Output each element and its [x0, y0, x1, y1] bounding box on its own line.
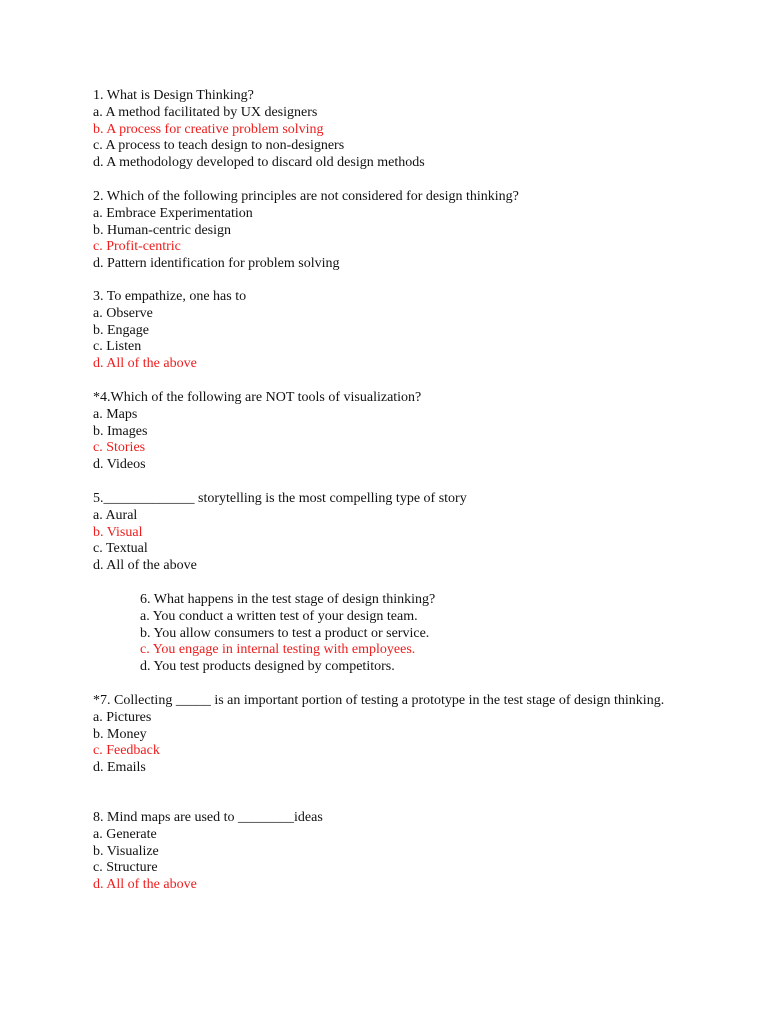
question-block-5 [93, 491, 467, 575]
answer-option-c: c. Structure [93, 860, 158, 876]
answer-option-a: a. You conduct a written test of your design team. [140, 608, 418, 624]
answer-option-a: a. Generate [93, 826, 157, 842]
answer-option-d: d. Pattern identification for problem solving [93, 256, 340, 272]
answer-option-c-correct: c. You engage in internal testing with employees. [140, 642, 416, 658]
question-text: 5._____________ storytelling is the most compelling type of story [93, 491, 467, 506]
answer-option-b: b. Visualize [93, 843, 159, 859]
answer-option-a: a. Aural [93, 507, 138, 523]
question-text: 3. To empathize, one has to [93, 289, 247, 304]
answer-option-b-correct: b. A process for creative problem solving [93, 121, 324, 137]
answer-option-d-correct: d. All of the above [93, 356, 197, 372]
question-text: *4.Which of the following are NOT tools of visualization? [93, 390, 422, 405]
answer-option-b: b. Images [93, 423, 148, 439]
answer-option-a: a. A method facilitated by UX designers [93, 104, 318, 120]
question-block-6 [140, 592, 435, 676]
question-text: 2. Which of the following principles are not considered for design thinking? [93, 189, 519, 204]
answer-option-d: d. A methodology developed to discard old design methods [93, 155, 425, 171]
question-text: 1. What is Design Thinking? [93, 88, 254, 103]
answer-option-c-correct: c. Feedback [93, 743, 160, 759]
answer-option-a: a. Observe [93, 305, 153, 321]
answer-option-c: c. Listen [93, 339, 142, 355]
answer-option-b: b. Engage [93, 322, 149, 338]
question-text: 8. Mind maps are used to ________ideas [93, 810, 323, 825]
question-block-3 [93, 289, 246, 373]
answer-option-a: a. Embrace Experimentation [93, 205, 253, 221]
answer-option-c: c. A process to teach design to non-designers [93, 138, 345, 154]
answer-option-b: b. Money [93, 726, 147, 742]
answer-option-d: d. Emails [93, 760, 146, 776]
question-block-4 [93, 390, 421, 474]
answer-option-d: d. You test products designed by competitors. [140, 659, 395, 675]
answer-option-c-correct: c. Stories [93, 440, 146, 456]
answer-option-a: a. Pictures [93, 709, 152, 725]
question-block-7 [93, 693, 678, 777]
answer-option-d: d. Videos [93, 457, 146, 473]
answer-option-c-correct: c. Profit-centric [93, 239, 181, 255]
question-block-2 [93, 189, 519, 273]
answer-option-d-correct: d. All of the above [93, 877, 197, 893]
answer-option-b: b. You allow consumers to test a product or service. [140, 625, 430, 641]
question-text: 6. What happens in the test stage of design thinking? [140, 592, 436, 607]
answer-option-a: a. Maps [93, 406, 138, 422]
question-block-8 [93, 810, 323, 894]
question-text: *7. Collecting _____ is an important portion of testing a prototype in the test stage of design thinking. [93, 693, 665, 708]
answer-option-d: d. All of the above [93, 558, 197, 574]
answer-option-b: b. Human-centric design [93, 222, 232, 238]
answer-option-b-correct: b. Visual [93, 524, 143, 540]
question-block-1 [93, 88, 425, 172]
answer-option-c: c. Textual [93, 541, 148, 557]
